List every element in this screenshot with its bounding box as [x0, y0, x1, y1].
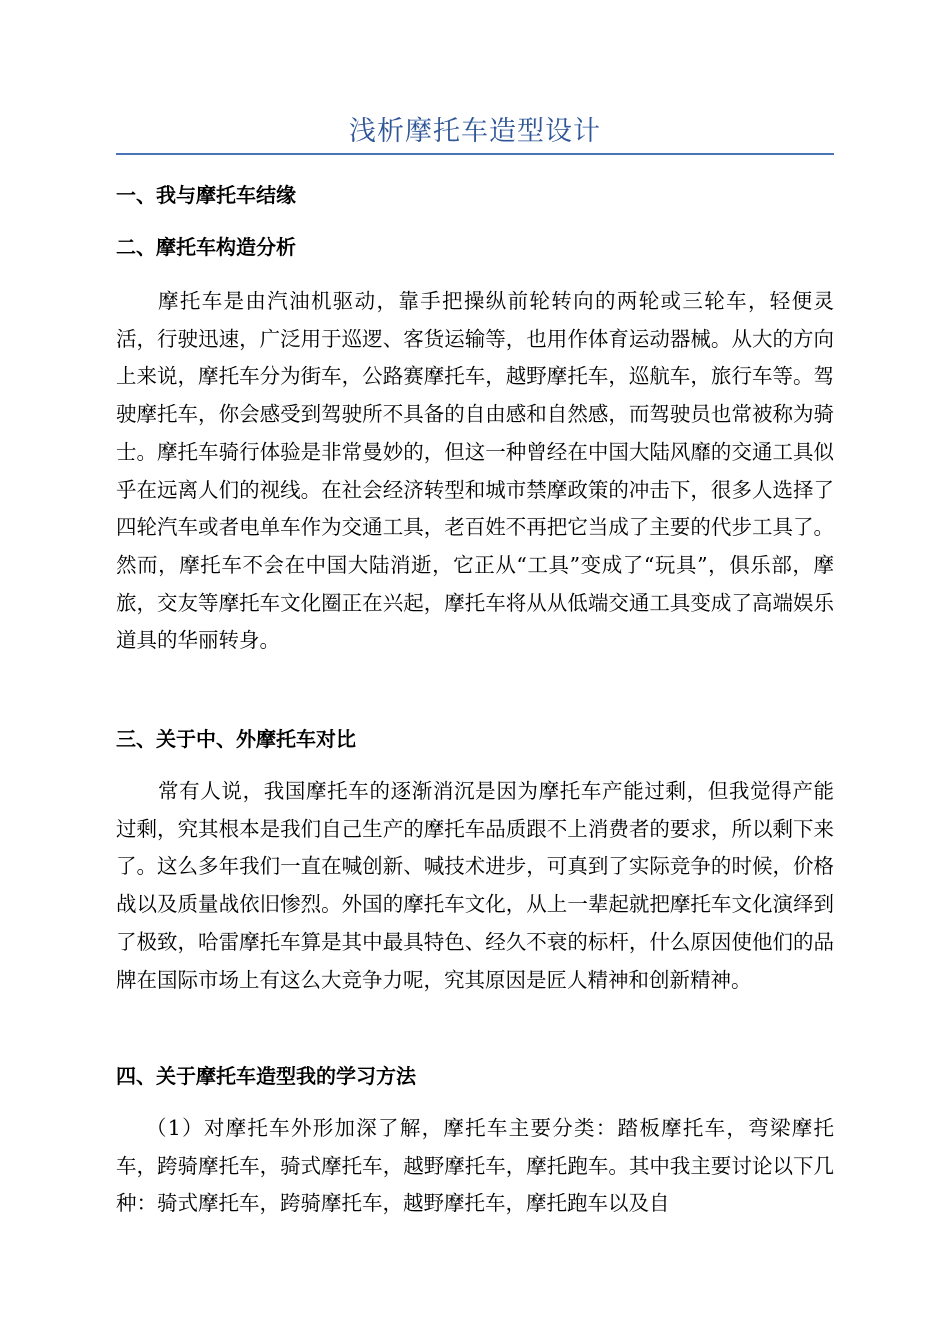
section-paragraph-4: （1）对摩托车外形加深了解，摩托车主要分类：踏板摩托车，弯梁摩托车，跨骑摩托车，骑式摩托车，越野摩托车，摩托跑车。其中我主要讨论以下几种：骑式摩托车，跨骑摩托车，越野摩托车，摩托跑车以及自: [116, 1116, 834, 1216]
title-underline: [116, 153, 834, 155]
section-heading-3: 三、关于中、外摩托车对比: [116, 727, 356, 751]
section-heading-2: 二、摩托车构造分析: [116, 235, 296, 259]
section-paragraph-2: 摩托车是由汽油机驱动，靠手把操纵前轮转向的两轮或三轮车，轻便灵活，行驶迅速，广泛用于巡逻、客货运输等，也用作体育运动器械。从大的方向上来说，摩托车分为街车，公路赛摩托车，越野摩托车，巡航车，旅行车等。驾驶摩托车，你会感受到驾驶所不具备的自由感和自然感，而驾驶员也常被称为骑士。摩托车骑行体验是非常曼妙的，但这一种曾经在中国大陆风靡的交通工具似乎在远离人们的视线。在社会经济转型和城市禁摩政策的冲击下，很多人选择了四轮汽车或者电单车作为交通工具，老百姓不再把它当成了主要的代步工具了。然而，摩托车不会在中国大陆消逝，它正从“工具”变成了“玩具”，俱乐部，摩旅，交友等摩托车文化圈正在兴起，摩托车将从从低端交通工具变成了高端娱乐道具的华丽转身。: [116, 289, 834, 653]
section-paragraph-3: 常有人说，我国摩托车的逐渐消沉是因为摩托车产能过剩，但我觉得产能过剩，究其根本是我们自己生产的摩托车品质跟不上消费者的要求，所以剩下来了。这么多年我们一直在喊创新、喊技术进步，可真到了实际竞争的时候，价格战以及质量战依旧惨烈。外国的摩托车文化，从上一辈起就把摩托车文化演绎到了极致，哈雷摩托车算是其中最具特色、经久不衰的标杆，什么原因使他们的品牌在国际市场上有这么大竞争力呢，究其原因是匠人精神和创新精神。: [116, 779, 834, 992]
document-title: 浅析摩托车造型设计: [349, 116, 601, 147]
section-heading-1: 一、我与摩托车结缘: [116, 183, 296, 207]
section-heading-4: 四、关于摩托车造型我的学习方法: [116, 1064, 416, 1088]
